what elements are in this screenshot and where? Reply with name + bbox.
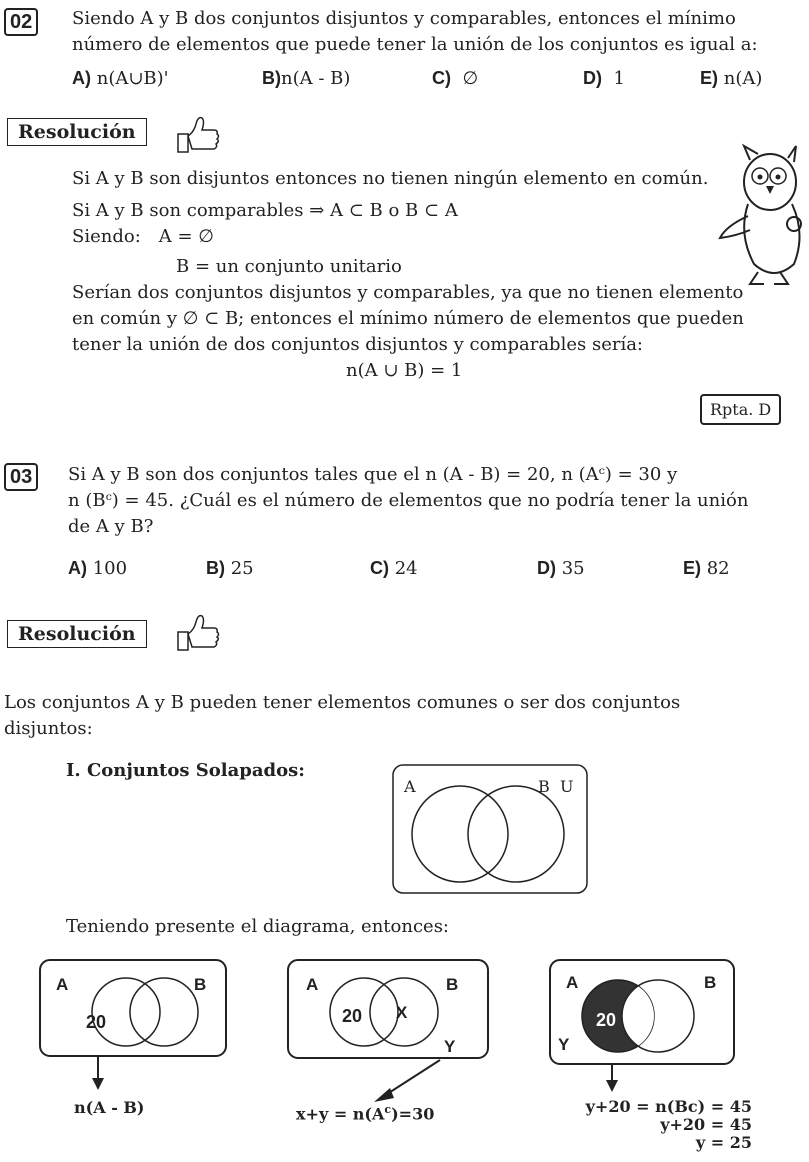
text-line: disjuntos: <box>4 718 93 739</box>
text-line: Siendo: A = ∅ <box>72 226 214 247</box>
formula-1: n(A - B) <box>74 1098 145 1117</box>
formula-3 <box>548 1098 752 1152</box>
arrow-down-icon <box>90 1056 106 1092</box>
problem-02-statement <box>72 6 802 58</box>
section-heading: I. Conjuntos Solapados: <box>66 760 305 781</box>
option-b: B)n(A - B) <box>262 68 351 89</box>
venn-diagram-1 <box>38 958 228 1058</box>
label-b: B <box>446 975 459 994</box>
option-d: D) 35 <box>537 558 585 579</box>
problem-number-02: 02 <box>4 8 38 36</box>
label-u: U <box>560 777 574 796</box>
label-y: Y <box>444 1037 456 1056</box>
option-e: E) n(A) <box>700 68 763 89</box>
resolution-02-text <box>72 166 772 384</box>
statement-line: Siendo A y B dos conjuntos disjuntos y comparables, entonces el mínimo <box>72 8 736 29</box>
set-a-circle <box>412 786 508 882</box>
text-line: en común y ∅ ⊂ B; entonces el mínimo número de elementos que pueden <box>72 308 744 329</box>
text-line: Si A y B son comparables ⇒ A ⊂ B o B ⊂ A <box>72 200 458 221</box>
option-a: A) 100 <box>68 558 128 579</box>
owl-mascot-icon <box>718 132 806 292</box>
label-y: Y <box>558 1035 570 1054</box>
statement-line: Si A y B son dos conjuntos tales que el n (A - B) = 20, n (Aᶜ) = 30 y <box>68 464 678 485</box>
option-c: C) ∅ <box>432 68 479 89</box>
statement-line: n (Bᶜ) = 45. ¿Cuál es el número de elementos que no podría tener la unión <box>68 490 749 511</box>
option-a: A) n(A∪B)' <box>72 68 169 89</box>
text-line: Los conjuntos A y B pueden tener elementos comunes o ser dos conjuntos <box>4 692 681 713</box>
thumbs-up-icon <box>170 610 220 654</box>
thumbs-up-icon <box>170 112 220 156</box>
intro-text <box>4 690 804 742</box>
text-line: Serían dos conjuntos disjuntos y comparables, ya que no tienen elemento <box>72 282 744 303</box>
formula-2: $x+y = n(A^c)=30$ <box>296 1103 435 1124</box>
set-b-circle <box>468 786 564 882</box>
value-a-only: 20 <box>86 1012 107 1032</box>
label-b: B <box>194 975 207 994</box>
label-a: A <box>306 975 319 994</box>
venn-diagram-2 <box>286 958 490 1060</box>
text-line: Si A y B son disjuntos entonces no tienen ningún elemento en común. <box>72 168 709 189</box>
venn-diagram-main <box>390 762 590 896</box>
label-b: B <box>538 777 550 796</box>
value-a-only: 20 <box>596 1010 617 1030</box>
option-b: B) 25 <box>206 558 254 579</box>
resolution-label: Resolución <box>7 118 147 146</box>
option-d: D) 1 <box>583 68 625 89</box>
text-line: n(A ∪ B) = 1 <box>346 360 463 381</box>
formula-line: y = 25 <box>695 1133 752 1152</box>
label-a: A <box>404 777 416 796</box>
set-a-circle <box>330 978 398 1046</box>
arrow-down-icon <box>604 1064 620 1094</box>
formula-line: y+20 = 45 <box>660 1115 752 1134</box>
answer-badge: Rpta. D <box>700 394 781 425</box>
resolution-label: Resolución <box>7 620 147 648</box>
text-line: tener la unión de dos conjuntos disjuntos y comparables sería: <box>72 334 643 355</box>
label-x: X <box>396 1003 408 1022</box>
label-b: B <box>704 973 717 992</box>
venn-diagram-3 <box>548 958 736 1066</box>
set-b-circle <box>130 978 198 1046</box>
note-text: Teniendo presente el diagrama, entonces: <box>66 916 449 937</box>
statement-line: número de elementos que puede tener la unión de los conjuntos es igual a: <box>72 34 758 55</box>
option-e: E) 82 <box>683 558 730 579</box>
label-a: A <box>566 973 579 992</box>
text-line: B = un conjunto unitario <box>176 256 402 277</box>
formula-line: y+20 = n(Bc) = 45 <box>585 1097 752 1116</box>
problem-number-03: 03 <box>4 463 38 491</box>
value-a-only: 20 <box>342 1006 363 1026</box>
label-a: A <box>56 975 69 994</box>
statement-line: de A y B? <box>68 516 154 537</box>
arrow-diagonal-icon <box>370 1058 444 1106</box>
problem-03-statement <box>68 462 808 540</box>
option-c: C) 24 <box>370 558 418 579</box>
